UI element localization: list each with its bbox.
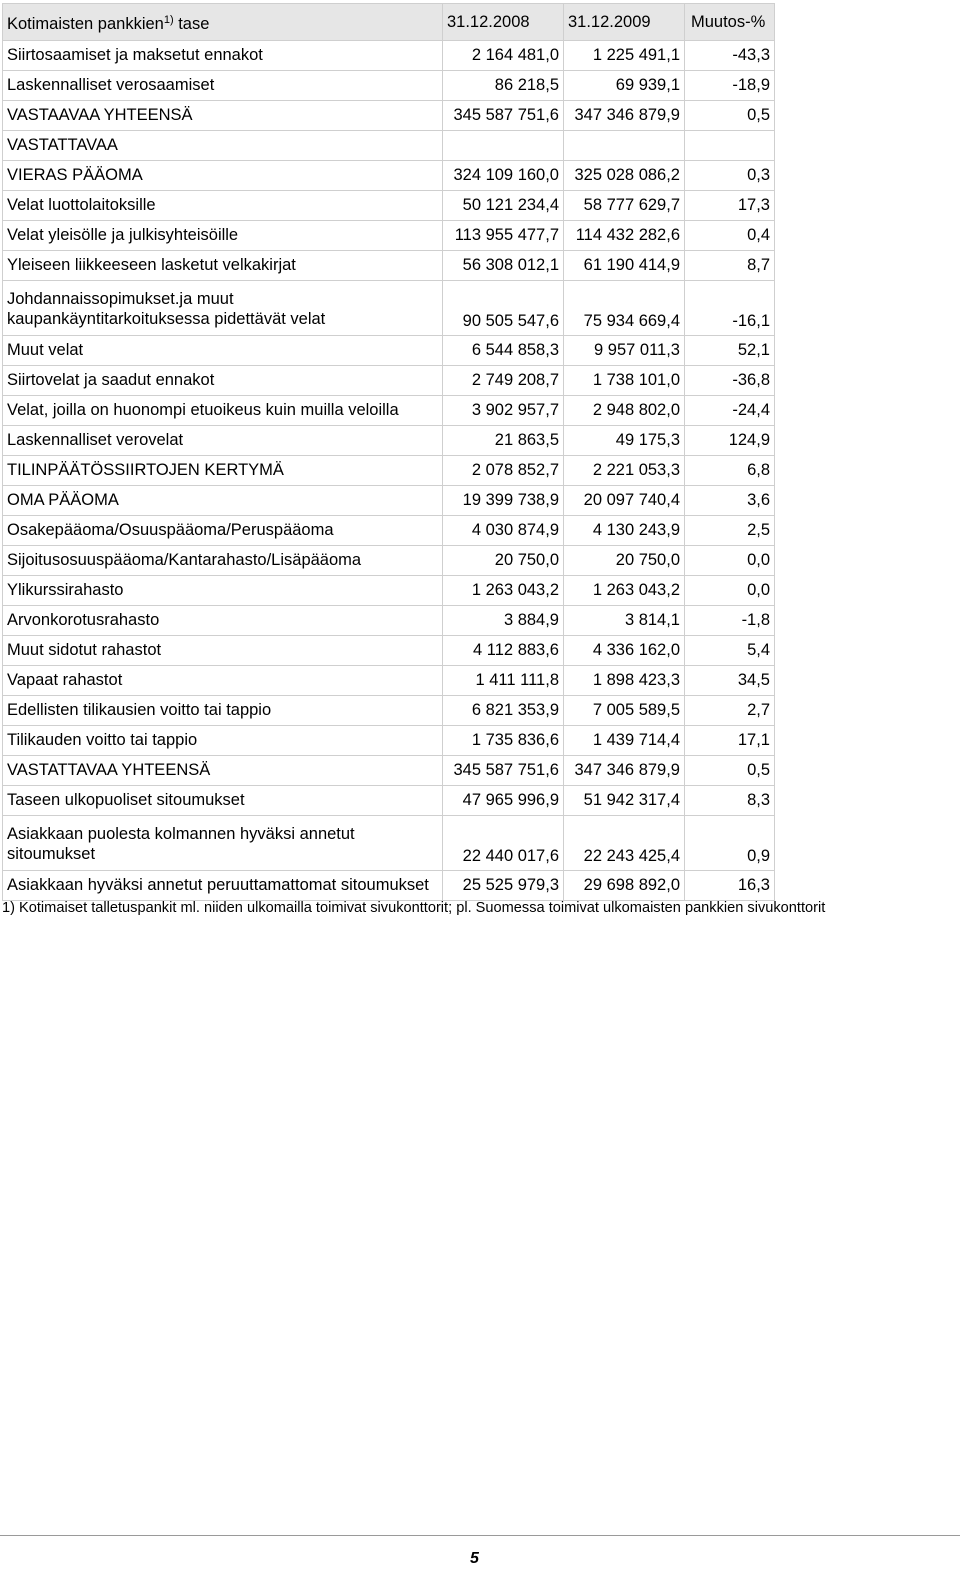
- table-row: [3, 696, 775, 726]
- table-row: [3, 426, 775, 456]
- table-row: [3, 161, 775, 191]
- change-percent: 0,5: [685, 101, 775, 131]
- row-label: Arvonkorotusrahasto: [3, 606, 443, 636]
- row-label: Velat luottolaitoksille: [3, 191, 443, 221]
- change-percent: 0,9: [685, 816, 775, 871]
- table-row: [3, 786, 775, 816]
- value-2008: 19 399 738,9: [443, 486, 564, 516]
- change-percent: -1,8: [685, 606, 775, 636]
- value-2008: 2 078 852,7: [443, 456, 564, 486]
- row-label: VIERAS PÄÄOMA: [3, 161, 443, 191]
- change-percent: 52,1: [685, 336, 775, 366]
- value-2008: 20 750,0: [443, 546, 564, 576]
- value-2008: 2 749 208,7: [443, 366, 564, 396]
- change-percent: -24,4: [685, 396, 775, 426]
- row-label: Ylikurssirahasto: [3, 576, 443, 606]
- change-percent: 0,3: [685, 161, 775, 191]
- change-percent: 2,7: [685, 696, 775, 726]
- change-percent: 0,0: [685, 546, 775, 576]
- value-2009: 2 221 053,3: [564, 456, 685, 486]
- value-2009: 29 698 892,0: [564, 871, 685, 901]
- change-percent: 124,9: [685, 426, 775, 456]
- row-label: Velat, joilla on huonompi etuoikeus kuin muilla veloilla: [3, 396, 443, 426]
- row-label: Tilikauden voitto tai tappio: [3, 726, 443, 756]
- table-row: [3, 251, 775, 281]
- value-2009: 69 939,1: [564, 71, 685, 101]
- value-2008: 345 587 751,6: [443, 756, 564, 786]
- value-2008: 21 863,5: [443, 426, 564, 456]
- value-2009: 1 439 714,4: [564, 726, 685, 756]
- change-percent: -36,8: [685, 366, 775, 396]
- row-label: Asiakkaan puolesta kolmannen hyväksi annetut sitoumukset: [3, 816, 443, 871]
- value-2009: 114 432 282,6: [564, 221, 685, 251]
- value-2008: 3 884,9: [443, 606, 564, 636]
- table-header-row: [3, 4, 775, 41]
- change-percent: 5,4: [685, 636, 775, 666]
- value-2008: 25 525 979,3: [443, 871, 564, 901]
- row-label: Muut sidotut rahastot: [3, 636, 443, 666]
- change-percent: -16,1: [685, 281, 775, 336]
- change-percent: 8,7: [685, 251, 775, 281]
- table-row: [3, 101, 775, 131]
- footnote: 1) Kotimaiset talletuspankit ml. niiden ulkomailla toimivat sivukonttorit; pl. Suomessa toimivat ulkomaisten pankkien sivukonttorit: [2, 900, 826, 916]
- value-2008: 113 955 477,7: [443, 221, 564, 251]
- table-row: [3, 666, 775, 696]
- value-2009: 61 190 414,9: [564, 251, 685, 281]
- value-2008: 6 544 858,3: [443, 336, 564, 366]
- row-label: Asiakkaan hyväksi annetut peruuttamattomat sitoumukset: [3, 871, 443, 901]
- value-2009: 58 777 629,7: [564, 191, 685, 221]
- value-2009: 75 934 669,4: [564, 281, 685, 336]
- change-percent: 3,6: [685, 486, 775, 516]
- row-label: Vapaat rahastot: [3, 666, 443, 696]
- column-header-2008: 31.12.2008: [443, 4, 564, 41]
- value-2009: 4 336 162,0: [564, 636, 685, 666]
- table-row: [3, 456, 775, 486]
- change-percent: 6,8: [685, 456, 775, 486]
- value-2009: 49 175,3: [564, 426, 685, 456]
- value-2009: 1 898 423,3: [564, 666, 685, 696]
- page-number: 5: [470, 1550, 479, 1567]
- value-2008: 47 965 996,9: [443, 786, 564, 816]
- row-label: Siirtovelat ja saadut ennakot: [3, 366, 443, 396]
- table-row: [3, 336, 775, 366]
- table-row: [3, 756, 775, 786]
- value-2008: 345 587 751,6: [443, 101, 564, 131]
- table-row: [3, 546, 775, 576]
- table-row: [3, 221, 775, 251]
- footnote-marker: 1): [163, 14, 174, 26]
- row-label: Laskennalliset verosaamiset: [3, 71, 443, 101]
- table-row: [3, 281, 775, 336]
- table-row: [3, 191, 775, 221]
- table-title: Kotimaisten pankkien$^{1)}$ tase: [3, 4, 443, 41]
- change-percent: 8,3: [685, 786, 775, 816]
- table-row: [3, 71, 775, 101]
- change-percent: 17,3: [685, 191, 775, 221]
- value-2009: 2 948 802,0: [564, 396, 685, 426]
- table-row: [3, 576, 775, 606]
- row-label: Taseen ulkopuoliset sitoumukset: [3, 786, 443, 816]
- footer-divider: [0, 1535, 960, 1536]
- value-2008: 1 411 111,8: [443, 666, 564, 696]
- value-2009: 347 346 879,9: [564, 756, 685, 786]
- value-2008: 6 821 353,9: [443, 696, 564, 726]
- column-header-2009: 31.12.2009: [564, 4, 685, 41]
- value-2008: 86 218,5: [443, 71, 564, 101]
- row-label: Siirtosaamiset ja maksetut ennakot: [3, 41, 443, 71]
- value-2008: 90 505 547,6: [443, 281, 564, 336]
- table-row: [3, 871, 775, 901]
- table-row: [3, 396, 775, 426]
- value-2009: 4 130 243,9: [564, 516, 685, 546]
- value-2008: 4 112 883,6: [443, 636, 564, 666]
- table-row: [3, 41, 775, 71]
- change-percent: -18,9: [685, 71, 775, 101]
- value-2009: 1 263 043,2: [564, 576, 685, 606]
- row-label: TILINPÄÄTÖSSIIRTOJEN KERTYMÄ: [3, 456, 443, 486]
- value-2008: [443, 131, 564, 161]
- value-2009: 3 814,1: [564, 606, 685, 636]
- value-2008: 324 109 160,0: [443, 161, 564, 191]
- table-row: [3, 366, 775, 396]
- change-percent: 0,0: [685, 576, 775, 606]
- value-2008: 22 440 017,6: [443, 816, 564, 871]
- change-percent: 34,5: [685, 666, 775, 696]
- row-label: VASTATTAVAA YHTEENSÄ: [3, 756, 443, 786]
- row-label: Yleiseen liikkeeseen lasketut velkakirjat: [3, 251, 443, 281]
- value-2009: 51 942 317,4: [564, 786, 685, 816]
- value-2009: 1 738 101,0: [564, 366, 685, 396]
- table-row: [3, 486, 775, 516]
- change-percent: 2,5: [685, 516, 775, 546]
- value-2009: 22 243 425,4: [564, 816, 685, 871]
- row-label: Sijoitusosuuspääoma/Kantarahasto/Lisäpääoma: [3, 546, 443, 576]
- row-label: OMA PÄÄOMA: [3, 486, 443, 516]
- row-label: VASTAAVAA YHTEENSÄ: [3, 101, 443, 131]
- table-row: [3, 606, 775, 636]
- column-header-change: Muutos-%: [685, 4, 775, 41]
- value-2009: 20 097 740,4: [564, 486, 685, 516]
- value-2009: 7 005 589,5: [564, 696, 685, 726]
- row-label: Muut velat: [3, 336, 443, 366]
- value-2008: 4 030 874,9: [443, 516, 564, 546]
- change-percent: [685, 131, 775, 161]
- table-row: [3, 816, 775, 871]
- value-2009: 1 225 491,1: [564, 41, 685, 71]
- change-percent: 0,4: [685, 221, 775, 251]
- value-2008: 56 308 012,1: [443, 251, 564, 281]
- value-2008: 1 263 043,2: [443, 576, 564, 606]
- value-2009: 325 028 086,2: [564, 161, 685, 191]
- table-row: [3, 726, 775, 756]
- value-2008: 2 164 481,0: [443, 41, 564, 71]
- table-row: [3, 636, 775, 666]
- change-percent: 16,3: [685, 871, 775, 901]
- table-row: [3, 131, 775, 161]
- value-2009: 20 750,0: [564, 546, 685, 576]
- change-percent: 17,1: [685, 726, 775, 756]
- row-label: VASTATTAVAA: [3, 131, 443, 161]
- row-label: Velat yleisölle ja julkisyhteisöille: [3, 221, 443, 251]
- value-2008: 50 121 234,4: [443, 191, 564, 221]
- balance-sheet-table: [2, 3, 775, 901]
- row-label: Laskennalliset verovelat: [3, 426, 443, 456]
- value-2009: 347 346 879,9: [564, 101, 685, 131]
- value-2009: 9 957 011,3: [564, 336, 685, 366]
- row-label: Johdannaissopimukset.ja muut kaupankäyntitarkoituksessa pidettävät velat: [3, 281, 443, 336]
- change-percent: -43,3: [685, 41, 775, 71]
- row-label: Osakepääoma/Osuuspääoma/Peruspääoma: [3, 516, 443, 546]
- value-2008: 1 735 836,6: [443, 726, 564, 756]
- table-row: [3, 516, 775, 546]
- row-label: Edellisten tilikausien voitto tai tappio: [3, 696, 443, 726]
- value-2008: 3 902 957,7: [443, 396, 564, 426]
- change-percent: 0,5: [685, 756, 775, 786]
- value-2009: [564, 131, 685, 161]
